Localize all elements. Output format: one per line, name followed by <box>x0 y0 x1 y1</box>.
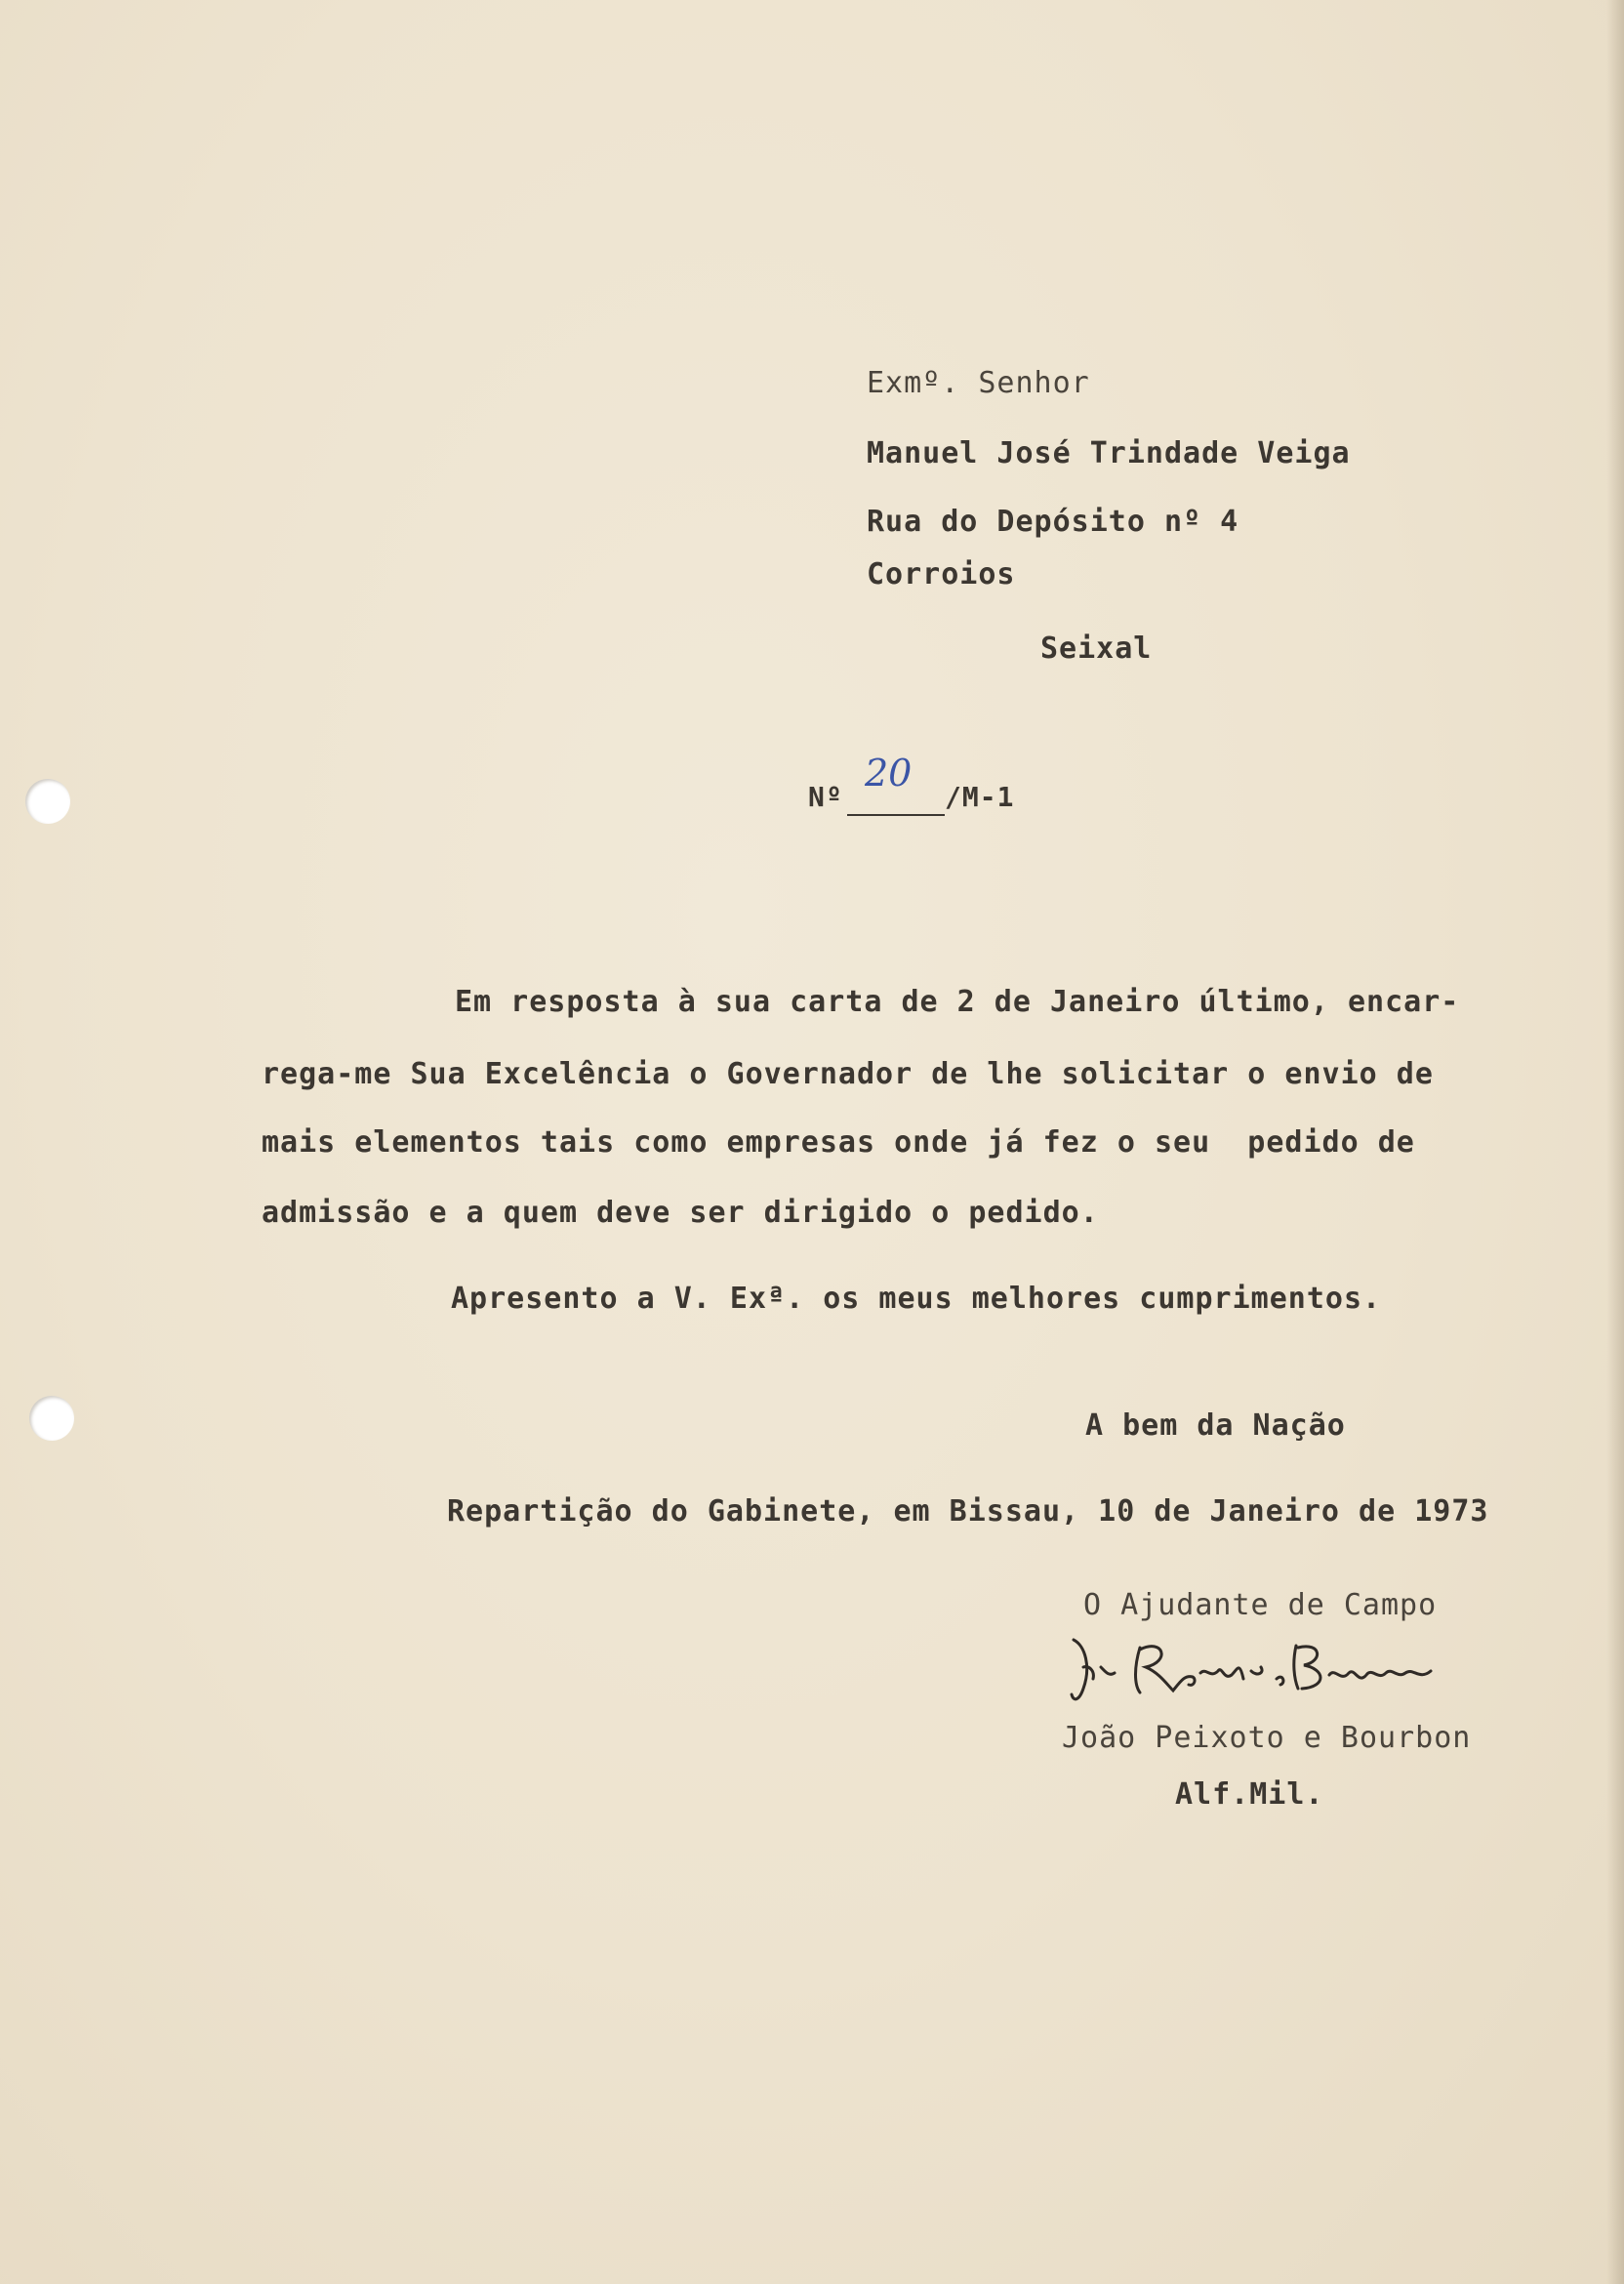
signer-name: João Peixoto e Bourbon <box>1062 1721 1472 1755</box>
reference-handwritten-number: 20 <box>865 752 913 795</box>
recipient-street: Rua do Depósito nº 4 <box>867 505 1239 539</box>
punch-hole-top <box>25 779 70 824</box>
recipient-city: Seixal <box>1040 632 1153 666</box>
body-line-4: admissão e a quem deve ser dirigido o pedido. <box>262 1196 1099 1230</box>
body-line-1: Em resposta à sua carta de 2 de Janeiro último, encar- <box>455 985 1460 1019</box>
recipient-salutation: Exmº. Senhor <box>867 366 1090 400</box>
recipient-name: Manuel José Trindade Veiga <box>867 436 1351 470</box>
body-line-2: rega-me Sua Excelência o Governador de lhe solicitar o envio de <box>262 1057 1434 1091</box>
closing-title: O Ajudante de Campo <box>1083 1588 1438 1622</box>
signer-rank: Alf.Mil. <box>1175 1777 1324 1812</box>
reference-prefix: Nº <box>808 781 843 813</box>
body-paragraph-2: Apresento a V. Exª. os meus melhores cumprimentos. <box>451 1282 1382 1316</box>
handwritten-signature <box>1066 1628 1446 1716</box>
closing-motto: A bem da Nação <box>1085 1408 1346 1443</box>
recipient-locality: Corroios <box>867 557 1016 591</box>
reference-suffix: /M-1 <box>945 781 1015 813</box>
body-line-3: mais elementos tais como empresas onde já fez o seu pedido de <box>262 1125 1415 1160</box>
punch-hole-bottom <box>29 1396 74 1441</box>
reference-blank-line <box>847 814 945 816</box>
closing-place-date: Repartição do Gabinete, em Bissau, 10 de Janeiro de 1973 <box>447 1494 1489 1529</box>
